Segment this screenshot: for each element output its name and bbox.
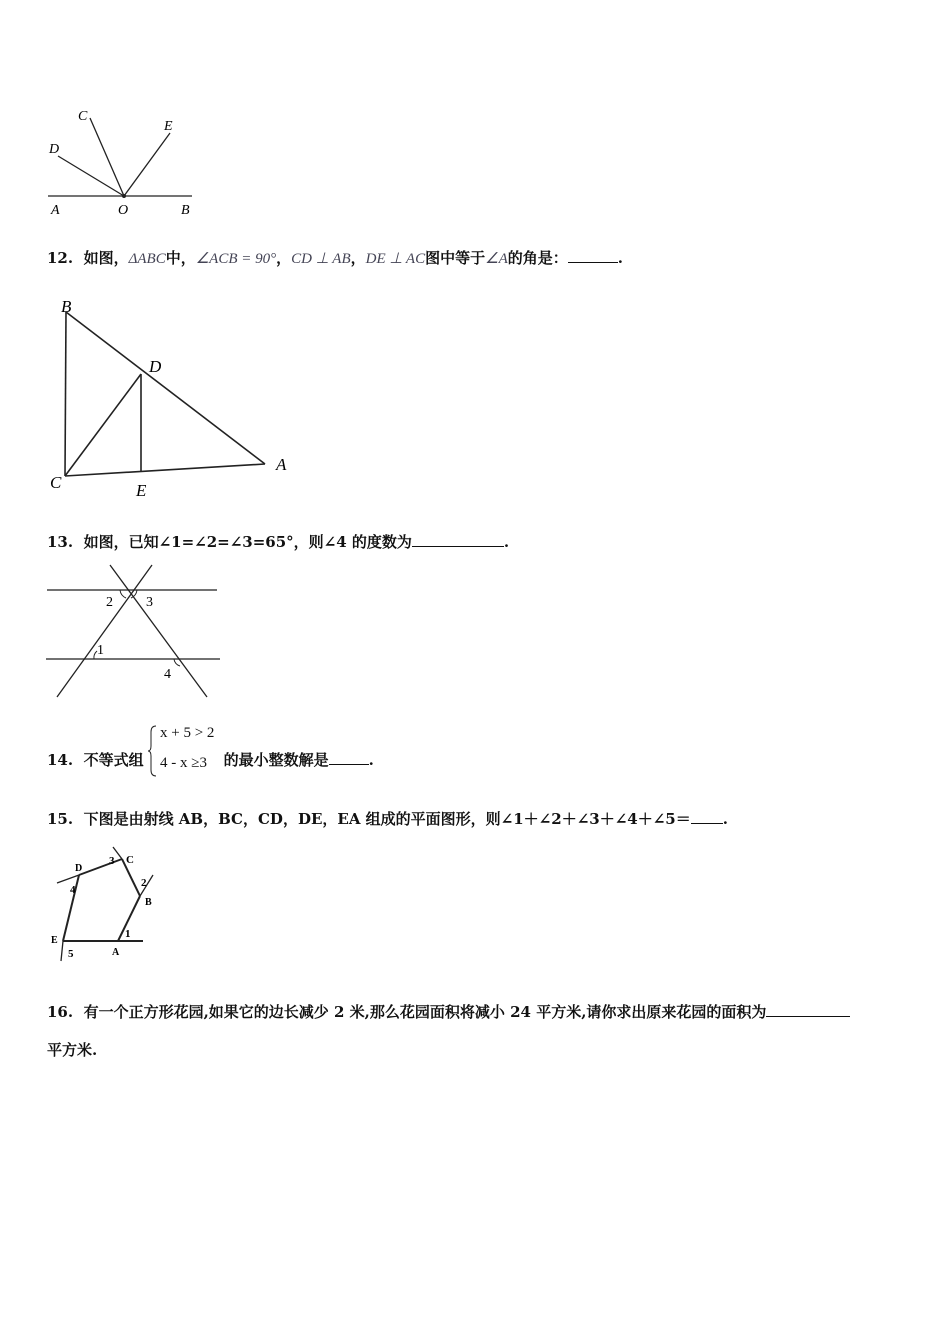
inequality-line-1: x + 5 > 2 bbox=[160, 725, 215, 741]
point-a-label: A bbox=[276, 455, 287, 474]
question-16-continued: 平方米. bbox=[47, 1041, 98, 1059]
math-triangle-abc: ΔABC bbox=[128, 251, 166, 267]
angle-5-label: 5 bbox=[68, 948, 74, 960]
system-brace bbox=[148, 724, 158, 778]
point-e-label: E bbox=[51, 935, 58, 946]
point-a-label: A bbox=[51, 203, 60, 218]
answer-blank[interactable] bbox=[568, 248, 618, 263]
angle-2-label: 2 bbox=[106, 595, 113, 610]
angle-3-label: 3 bbox=[109, 855, 115, 867]
question-12: 12. 如图，ΔABC中，∠ACB = 90°，CD ⊥ AB，DE ⊥ AC图中等于∠A的角是： . bbox=[47, 249, 623, 267]
answer-blank[interactable] bbox=[766, 1002, 850, 1017]
answer-blank[interactable] bbox=[412, 532, 504, 547]
question-text: 不等式组 bbox=[83, 751, 144, 769]
question-15: 15. 下图是由射线 AB，BC，CD，DE，EA 组成的平面图形，则∠1＋∠2＋∠3＋∠4＋∠5＝ . bbox=[47, 810, 728, 828]
angle-1-label: 1 bbox=[97, 643, 104, 658]
figure-angles-at-o bbox=[40, 100, 210, 220]
answer-blank[interactable] bbox=[691, 809, 723, 824]
question-text: 如图，已知∠1=∠2=∠3=65°，则∠4 的度数为 bbox=[83, 533, 412, 551]
point-d-label: D bbox=[49, 142, 60, 157]
point-c-label: C bbox=[50, 473, 62, 492]
question-text: 有一个正方形花园,如果它的边长减少 2 米,那么花园面积将减小 24 平方米,请你求出原来花园的面积为 bbox=[83, 1003, 767, 1021]
math-cd-perp-ab: CD ⊥ AB bbox=[291, 251, 351, 267]
figure-right-triangle bbox=[40, 290, 310, 505]
question-number: 14. bbox=[47, 751, 74, 769]
figure-parallel-lines bbox=[40, 560, 230, 705]
point-a-label: A bbox=[112, 947, 120, 958]
point-b-label: B bbox=[181, 203, 190, 218]
question-number: 16. bbox=[47, 1003, 74, 1021]
angle-4-label: 4 bbox=[164, 667, 171, 682]
question-13: 13. 如图，已知∠1=∠2=∠3=65°，则∠4 的度数为 . bbox=[47, 533, 510, 551]
point-d-label: D bbox=[149, 357, 162, 376]
question-text: 下图是由射线 AB，BC，CD，DE，EA 组成的平面图形，则∠1＋∠2＋∠3＋∠4＋∠5＝ bbox=[83, 810, 691, 828]
angle-1-label: 1 bbox=[125, 928, 131, 940]
point-b-label: B bbox=[145, 897, 152, 908]
question-number: 13. bbox=[47, 533, 74, 551]
math-de-perp-ac: DE ⊥ AC bbox=[365, 251, 426, 267]
angle-4-label: 4 bbox=[70, 884, 76, 896]
angle-2-label: 2 bbox=[141, 877, 147, 889]
point-d-label: D bbox=[75, 863, 83, 874]
point-c-label: C bbox=[78, 109, 88, 124]
question-number: 12. bbox=[47, 249, 74, 267]
figure-pentagon-rays bbox=[45, 845, 165, 970]
math-angle-a: ∠A bbox=[485, 251, 508, 267]
answer-blank[interactable] bbox=[329, 750, 369, 765]
point-b-label: B bbox=[61, 297, 72, 316]
point-c-label: C bbox=[126, 854, 134, 866]
question-number: 15. bbox=[47, 810, 74, 828]
point-e-label: E bbox=[164, 119, 173, 134]
inequality-line-2: 4 - x ≥3 bbox=[160, 755, 207, 771]
question-14: 14. 不等式组 的最小整数解是 . bbox=[47, 751, 374, 769]
question-16 bbox=[47, 1002, 850, 1022]
point-o-label: O bbox=[118, 203, 129, 218]
question-text: 如图， bbox=[83, 249, 129, 267]
angle-3-label: 3 bbox=[146, 595, 153, 610]
math-angle-acb: ∠ACB = 90° bbox=[195, 251, 277, 267]
point-e-label: E bbox=[136, 481, 147, 500]
